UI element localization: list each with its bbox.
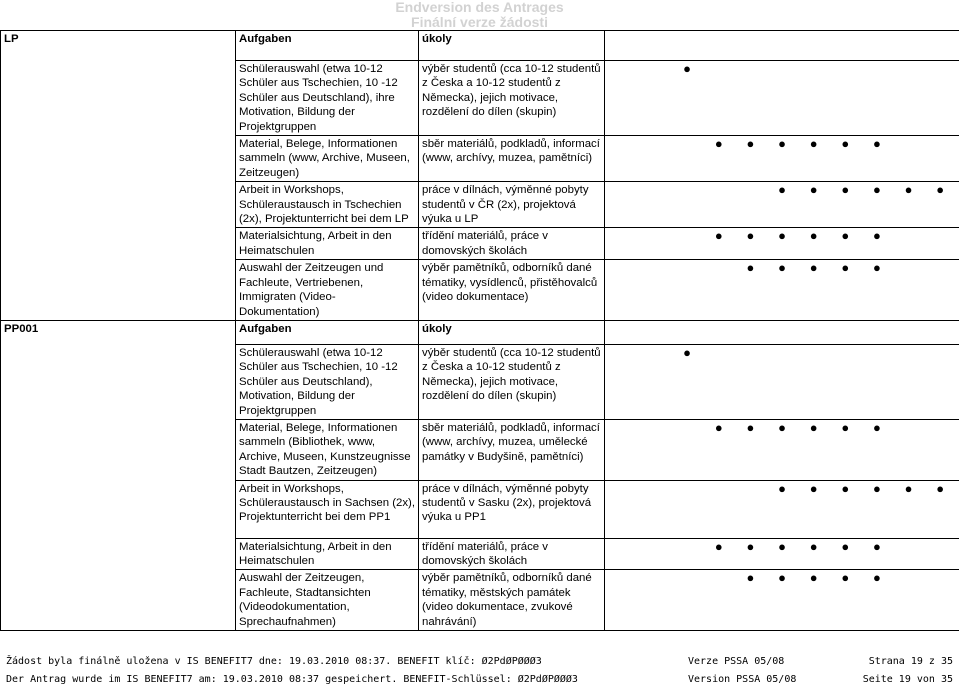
- timeline-slot: [798, 346, 830, 360]
- timeline-mark: ●: [778, 228, 786, 244]
- timeline-cell: [605, 419, 959, 480]
- timeline-slot: [893, 571, 925, 585]
- timeline-mark: ●: [873, 136, 881, 152]
- timeline-cell: [605, 136, 959, 182]
- timeline-mark: ●: [873, 419, 881, 435]
- timeline-slot: [640, 261, 672, 275]
- timeline-mark: ●: [778, 570, 786, 586]
- timeline-slot: [766, 346, 798, 360]
- timeline-mark: ●: [778, 419, 786, 435]
- header-cz: úkoly: [419, 31, 605, 61]
- timeline-cell: [605, 538, 959, 570]
- timeline-mark: ●: [809, 480, 818, 496]
- timeline-mark: ●: [809, 570, 818, 586]
- timeline-mark: ●: [746, 538, 755, 554]
- timeline-mark: ●: [746, 419, 755, 435]
- timeline-mark: ●: [778, 136, 786, 152]
- timeline-mark: ●: [841, 136, 850, 152]
- timeline-mark: ●: [714, 228, 723, 244]
- timeline-slot: [703, 261, 735, 275]
- timeline-slot: [861, 62, 893, 76]
- timeline-cell: [605, 182, 959, 228]
- timeline-slot: [924, 261, 956, 275]
- footer-cz-page: Strana 19 z 35: [868, 656, 953, 667]
- task-cz: práce v dílnách, výměnné pobyty studentů v ČR (2x), projektová výuka u LP: [419, 182, 605, 228]
- timeline-slot: [671, 229, 703, 243]
- task-de: Schülerauswahl (etwa 10-12 Schüler aus Tschechien, 10 -12 Schüler aus Deutschland), Motivation, Bildung der Projektgruppen: [236, 344, 419, 419]
- timeline-slot: [671, 261, 703, 275]
- timeline-mark: ●: [809, 228, 818, 244]
- timeline-mark: ●: [714, 419, 723, 435]
- timeline-slot: [608, 482, 640, 496]
- timeline-slot: [829, 346, 861, 360]
- task-cz: výběr pamětníků, odborníků dané tématiky, vysídlenců, přistěhovalců (video dokumentace): [419, 260, 605, 321]
- watermark-line-2: Finální verze žádosti: [411, 14, 548, 30]
- task-cz: výběr pamětníků, odborníků dané tématiky, městských památek (video dokumentace, zvukové nahrávání): [419, 570, 605, 631]
- timeline-slot: [671, 183, 703, 197]
- timeline-mark: ●: [873, 228, 881, 244]
- timeline-mark: ●: [841, 570, 850, 586]
- timeline-slot: [671, 137, 703, 151]
- timeline-slot: [640, 571, 672, 585]
- timeline-mark: ●: [841, 260, 850, 276]
- timeline-slot: [924, 62, 956, 76]
- task-cz: výběr studentů (cca 10-12 studentů z Česka a 10-12 studentů z Německa), jejich motivace, rozdělení do dílen (skupin): [419, 344, 605, 419]
- task-de: Schülerauswahl (etwa 10-12 Schüler aus Tschechien, 10 -12 Schüler aus Deutschland), ihre Motivation, Bildung der Projektgruppen: [236, 61, 419, 136]
- timeline-slot: [924, 346, 956, 360]
- timeline-mark: ●: [778, 260, 786, 276]
- timeline-slot: [861, 346, 893, 360]
- timeline-slot: [735, 482, 767, 496]
- task-de: Material, Belege, Informationen sammeln (Bibliothek, www, Archive, Museen, Kunstzeugnisse Stadt Bautzen, Zeitzeugen): [236, 419, 419, 480]
- section-label: PP001: [1, 320, 236, 630]
- timeline-slot: [640, 421, 672, 435]
- timeline-cell: [605, 61, 959, 136]
- timeline-slot: [703, 571, 735, 585]
- task-de: Materialsichtung, Arbeit in den Heimatschulen: [236, 538, 419, 570]
- timeline-mark: ●: [746, 228, 755, 244]
- task-de: Materialsichtung, Arbeit in den Heimatschulen: [236, 228, 419, 260]
- timeline-mark: ●: [841, 538, 850, 554]
- timeline-mark: ●: [904, 480, 913, 496]
- timeline-slot: [608, 229, 640, 243]
- timeline-slot: [924, 540, 956, 554]
- task-cz: sběr materiálů, podkladů, informací (www, archívy, muzea, umělecké památky v Budyšině, pamětníci): [419, 419, 605, 480]
- task-cz: práce v dílnách, výměnné pobyty studentů v Sasku (2x), projektová výuka u PP1: [419, 480, 605, 538]
- timeline-slot: [893, 261, 925, 275]
- timeline-slot: [608, 261, 640, 275]
- timeline-slot: [640, 346, 672, 360]
- timeline-mark: ●: [936, 182, 945, 198]
- timeline-mark: ●: [746, 570, 755, 586]
- timeline-slot: [608, 540, 640, 554]
- timeline-mark: ●: [873, 260, 881, 276]
- timeline-mark: ●: [873, 538, 881, 554]
- footer-cz-request-info: Žádost byla finálně uložena v IS BENEFIT7 dne: 19.03.2010 08:37. BENEFIT klíč: Ø2PdØPØØØ3: [6, 656, 542, 667]
- task-cz: třídění materiálů, práce v domovských školách: [419, 228, 605, 260]
- timeline-mark: ●: [809, 182, 818, 198]
- timeline-mark: ●: [873, 182, 881, 198]
- timeline-mark: ●: [809, 136, 818, 152]
- footer-cz-version: Verze PSSA 05/08: [688, 656, 785, 667]
- timeline-slot: [893, 229, 925, 243]
- timeline-slot: [640, 137, 672, 151]
- timeline-mark: ●: [936, 480, 945, 496]
- timeline-mark: ●: [841, 480, 850, 496]
- timeline-mark: ●: [841, 419, 850, 435]
- timeline-mark: ●: [904, 182, 913, 198]
- task-de: Arbeit in Workshops, Schüleraustausch in Tschechien (2x), Projektunterricht bei dem LP: [236, 182, 419, 228]
- timeline-mark: ●: [841, 182, 850, 198]
- watermark-line-1: Endversion des Antrages: [395, 0, 564, 15]
- section-label: LP: [1, 31, 236, 321]
- timeline-slot: [893, 346, 925, 360]
- timeline-mark: ●: [809, 260, 818, 276]
- task-cz: výběr studentů (cca 10-12 studentů z Česka a 10-12 studentů z Německa), jejich motivace, rozdělení do dílen (skupin): [419, 61, 605, 136]
- timeline-slot: [608, 571, 640, 585]
- header-de: Aufgaben: [236, 320, 419, 344]
- timeline-slot: [893, 540, 925, 554]
- timeline-mark: ●: [778, 480, 786, 496]
- timeline-slot: [703, 346, 735, 360]
- timeline-slot: [640, 482, 672, 496]
- header-de: Aufgaben: [236, 31, 419, 61]
- timeline-mark: ●: [873, 570, 881, 586]
- timeline-slot: [640, 62, 672, 76]
- header-timeline: [605, 31, 959, 61]
- timeline-mark: ●: [714, 136, 723, 152]
- timeline-cell: [605, 260, 959, 321]
- timeline-slot: [640, 183, 672, 197]
- timeline-slot: [671, 421, 703, 435]
- timeline-mark: ●: [809, 419, 818, 435]
- timeline-slot: [735, 62, 767, 76]
- timeline-slot: [766, 62, 798, 76]
- timeline-slot: [924, 229, 956, 243]
- header-timeline: [605, 320, 959, 344]
- timeline-mark: ●: [873, 480, 881, 496]
- timeline-slot: [893, 62, 925, 76]
- timeline-slot: [608, 62, 640, 76]
- timeline-mark: ●: [746, 136, 755, 152]
- footer-de-request-info: Der Antrag wurde im IS BENEFIT7 am: 19.03.2010 08:37 gespeichert. BENEFIT-Schlüssel: Ø2PdØPØØØ3: [6, 674, 578, 685]
- timeline-mark: ●: [746, 260, 755, 276]
- timeline-slot: [924, 137, 956, 151]
- timeline-cell: [605, 570, 959, 631]
- timeline-mark: ●: [841, 228, 850, 244]
- task-cz: sběr materiálů, podkladů, informací (www, archívy, muzea, pamětníci): [419, 136, 605, 182]
- timeline-slot: [640, 540, 672, 554]
- timeline-cell: [605, 480, 959, 538]
- timeline-mark: ●: [683, 61, 692, 76]
- timeline-slot: [703, 482, 735, 496]
- schedule-table: [0, 30, 959, 631]
- task-cz: třídění materiálů, práce v domovských školách: [419, 538, 605, 570]
- timeline-cell: [605, 344, 959, 419]
- timeline-mark: ●: [714, 538, 723, 554]
- timeline-slot: [735, 346, 767, 360]
- timeline-slot: [608, 137, 640, 151]
- timeline-slot: [703, 62, 735, 76]
- timeline-slot: [893, 137, 925, 151]
- task-de: Material, Belege, Informationen sammeln (www, Archive, Museen, Zeitzeugen): [236, 136, 419, 182]
- timeline-slot: [608, 346, 640, 360]
- task-de: Auswahl der Zeitzeugen, Fachleute, Stadtansichten (Videodokumentation, Sprechaufnahmen): [236, 570, 419, 631]
- timeline-slot: [798, 62, 830, 76]
- timeline-cell: [605, 228, 959, 260]
- timeline-slot: [735, 183, 767, 197]
- footer-de-page: Seite 19 von 35: [862, 674, 953, 685]
- timeline-slot: [640, 229, 672, 243]
- timeline-slot: [671, 540, 703, 554]
- timeline-slot: [924, 421, 956, 435]
- timeline-slot: [893, 421, 925, 435]
- timeline-slot: [608, 421, 640, 435]
- task-de: Arbeit in Workshops, Schüleraustausch in Sachsen (2x), Projektunterricht bei dem PP1: [236, 480, 419, 538]
- header-cz: úkoly: [419, 320, 605, 344]
- timeline-slot: [671, 571, 703, 585]
- timeline-mark: ●: [778, 538, 786, 554]
- timeline-mark: ●: [778, 182, 786, 198]
- timeline-mark: ●: [809, 538, 818, 554]
- timeline-slot: [608, 183, 640, 197]
- task-de: Auswahl der Zeitzeugen und Fachleute, Vertriebenen, Immigraten (Video-Dokumentation): [236, 260, 419, 321]
- timeline-slot: [829, 62, 861, 76]
- timeline-slot: [671, 482, 703, 496]
- timeline-mark: ●: [683, 344, 692, 360]
- timeline-slot: [924, 571, 956, 585]
- timeline-slot: [703, 183, 735, 197]
- footer-de-version: Version PSSA 05/08: [688, 674, 797, 685]
